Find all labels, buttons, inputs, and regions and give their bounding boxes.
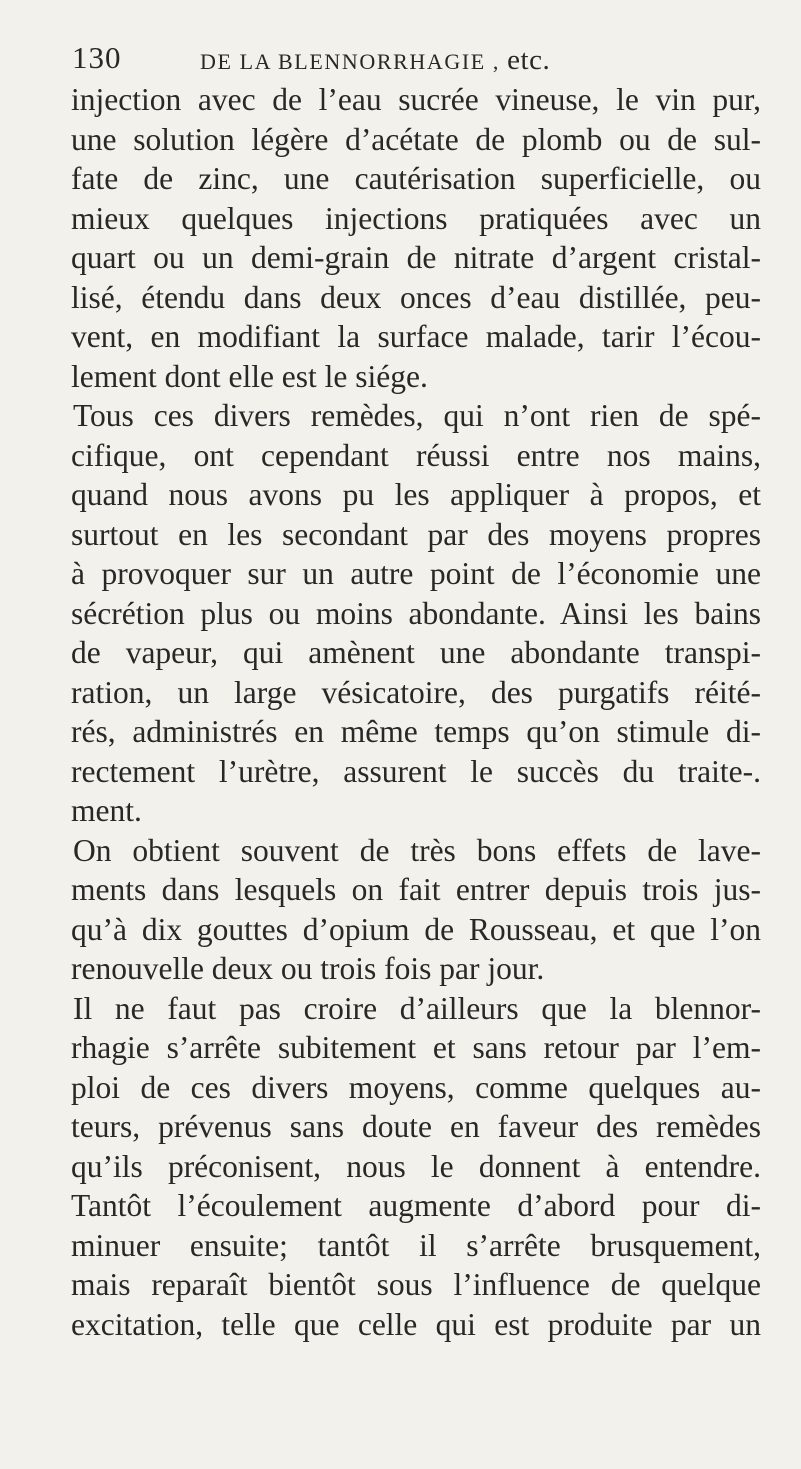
text-line: ration, un large vésicatoire, des purgatifs réité- (71, 674, 761, 710)
text-line: teurs, prévenus sans doute en faveur des remèdes (71, 1109, 761, 1144)
text-line: On obtient souvent de très bons effets de lave- (73, 832, 761, 868)
text-line: surtout en les secondant par des moyens propres (71, 516, 761, 552)
text-line: Il ne faut pas croire d’ailleurs que la blennor- (73, 990, 761, 1026)
text-line: ments dans lesquels on fait entrer depuis trois jus- (71, 872, 761, 907)
text-line: rhagie s’arrête subitement et sans retour par l’em- (71, 1030, 761, 1065)
body-text (71, 80, 761, 1344)
text-line: de vapeur, qui amènent une abondante transpi- (71, 635, 761, 670)
text-line: ment. (71, 793, 142, 828)
page-number: 130 (72, 40, 122, 75)
text-line: mieux quelques injections pratiquées avec un (71, 200, 761, 236)
text-line: cifique, ont cependant réussi entre nos mains, (71, 437, 761, 473)
text-line: sécrétion plus ou moins abondante. Ainsi les bains (71, 595, 761, 631)
running-head-etc: etc. (507, 44, 551, 76)
text-line: vent, en modifiant la surface malade, tarir l’écou- (71, 319, 761, 354)
text-line: Tantôt l’écoulement augmente d’abord pour di- (71, 1188, 761, 1223)
text-line: injection avec de l’eau sucrée vineuse, le vin pur, (71, 82, 761, 117)
text-line: lisé, étendu dans deux onces d’eau distillée, peu- (71, 279, 761, 315)
text-line: Tous ces divers remèdes, qui n’ont rien de spé- (73, 398, 761, 433)
text-line: quand nous avons pu les appliquer à propos, et (71, 477, 761, 512)
text-line: qu’ils préconisent, nous le donnent à entendre. (71, 1148, 761, 1184)
running-head (200, 44, 550, 77)
text-line: quart ou un demi-grain de nitrate d’argent cristal- (71, 240, 761, 275)
text-line: une solution légère d’acétate de plomb ou de sul- (71, 121, 761, 157)
text-line: renouvelle deux ou trois fois par jour. (71, 951, 545, 986)
text-line: fate de zinc, une cautérisation superficielle, ou (71, 161, 761, 196)
text-line: minuer ensuite; tantôt il s’arrête brusquement, (71, 1227, 761, 1263)
text-line: excitation, telle que celle qui est produite par un (71, 1306, 761, 1342)
text-line: ploi de ces divers moyens, comme quelques au- (71, 1069, 761, 1105)
running-head-title: DE LA BLENNORRHAGIE , (200, 49, 501, 74)
page-header (72, 40, 772, 84)
text-line: mais reparaît bientôt sous l’influence de quelque (71, 1267, 761, 1302)
text-line: rés, administrés en même temps qu’on stimule di- (71, 714, 761, 749)
text-line: qu’à dix gouttes d’opium de Rousseau, et que l’on (71, 911, 761, 947)
text-line: lement dont elle est le siége. (71, 358, 428, 394)
text-line: à provoquer sur un autre point de l’économie une (71, 556, 761, 591)
text-line: rectement l’urètre, assurent le succès du traite-. (71, 753, 761, 789)
